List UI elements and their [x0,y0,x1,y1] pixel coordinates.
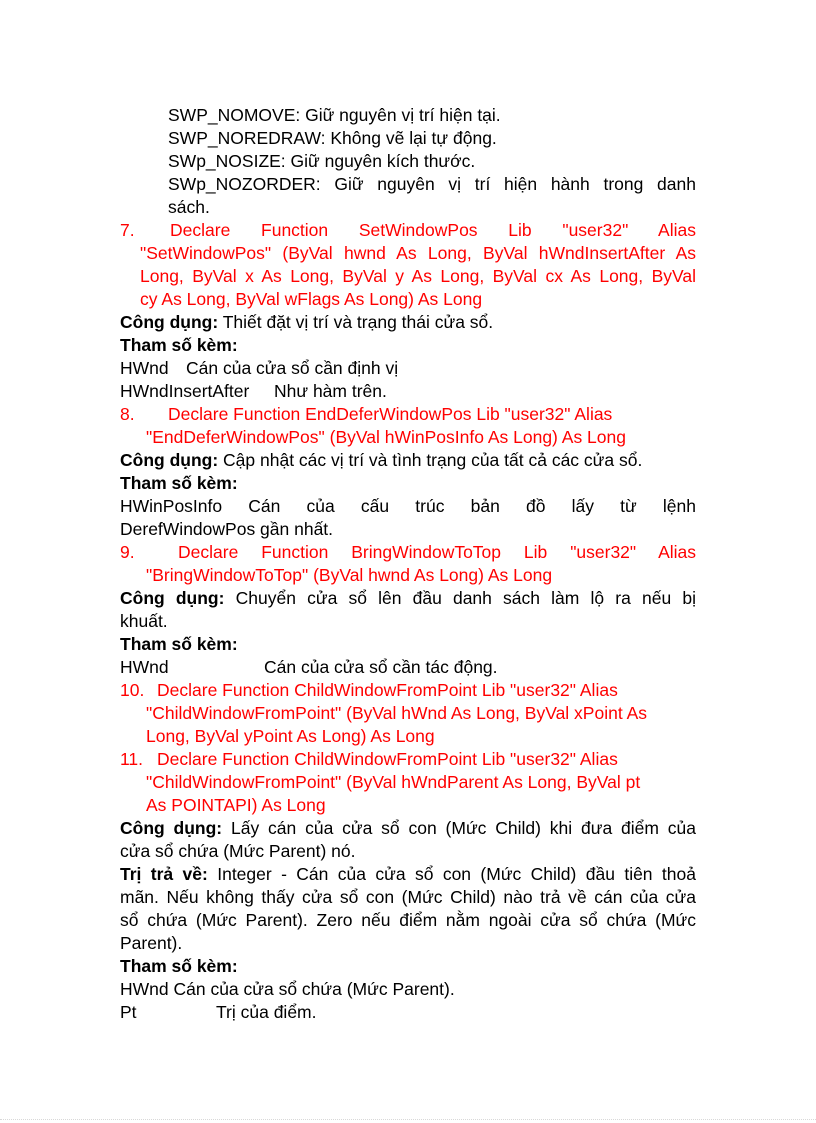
section-11-usage-cont: cửa sổ chứa (Mức Parent) nó. [120,841,356,861]
section-9-param-hwnd-name: HWnd [120,657,169,677]
section-11-param-pt-desc: Trị của điểm. [216,1002,317,1022]
swp-flag-nomove: SWP_NOMOVE: Giữ nguyên vị trí hiện tại. [168,105,501,125]
section-10-declare-line1: Declare Function ChildWindowFromPoint Lib "user32" Alias [157,680,618,700]
usage-label: Công dụng: [120,450,219,470]
section-7-declare-line4: cy As Long, ByVal wFlags As Long) As Long [140,289,483,309]
section-9-usage-cont: khuất. [120,611,168,631]
usage-label: Công dụng: [120,312,219,332]
section-9-param-hwnd-desc: Cán của cửa sổ cần tác động. [264,657,498,677]
section-11-returns-line3: sổ chứa (Mức Parent). Zero nếu điểm nằm ngoài cửa sổ chứa (Mức [120,910,696,930]
swp-flag-noredraw: SWP_NOREDRAW: Không vẽ lại tự động. [168,128,497,148]
usage-label: Công dụng: [120,818,223,838]
section-9-declare-line2: "BringWindowToTop" (ByVal hwnd As Long) As Long [146,565,553,585]
section-8-param-line1: HWinPosInfo Cán của cấu trúc bản đồ lấy từ lệnh [120,496,696,516]
usage-text: Cập nhật các vị trí và tình trạng của tất cả các cửa sổ. [223,450,643,470]
section-8-params-label: Tham số kèm: [120,473,238,493]
section-9-declare-line1: Declare Function BringWindowToTop Lib "user32" Alias [178,542,696,562]
section-7-param-hwnd-name: HWnd [120,358,169,378]
usage-text: Thiết đặt vị trí và trạng thái cửa sổ. [222,312,494,332]
section-11-declare-line2: "ChildWindowFromPoint" (ByVal hWndParent As Long, ByVal pt [146,772,641,792]
section-7-usage [120,311,493,334]
section-11-returns-line2: mãn. Nếu không thấy cửa sổ con (Mức Child) nào trả về cán của cửa [120,887,696,907]
returns-label: Trị trả về: [120,864,208,884]
section-7-param-insertafter-desc: Như hàm trên. [274,381,387,401]
section-11-params-label: Tham số kèm: [120,956,238,976]
section-11-returns-line4: Parent). [120,933,183,953]
returns-text: Integer - Cán của cửa sổ con (Mức Child) đầu tiên thoả [217,864,696,884]
section-9-number: 9. [120,542,135,562]
swp-flag-nosize: SWp_NOSIZE: Giữ nguyên kích thước. [168,151,476,171]
swp-flag-nozorder: SWp_NOZORDER: Giữ nguyên vị trí hiện hành trong danh [168,174,696,194]
section-11-number: 11. [120,749,144,769]
swp-flag-nozorder-cont: sách. [168,197,210,217]
section-11-returns [120,863,696,886]
section-8-declare-line2: "EndDeferWindowPos" (ByVal hWinPosInfo As Long) As Long [146,427,626,447]
section-7-declare-line3: Long, ByVal x As Long, ByVal y As Long, ByVal cx As Long, ByVal [140,266,696,286]
section-9-usage [120,587,696,610]
page-bottom-rule [0,1119,816,1120]
section-11-declare-line3: As POINTAPI) As Long [146,795,326,815]
section-8-usage [120,449,642,472]
section-9-params-label: Tham số kèm: [120,634,238,654]
section-11-usage [120,817,696,840]
section-11-param-pt-name: Pt [120,1002,137,1022]
section-8-declare-line1: Declare Function EndDeferWindowPos Lib "user32" Alias [168,404,613,424]
section-7-number: 7. [120,220,135,240]
section-10-declare-line3: Long, ByVal yPoint As Long) As Long [146,726,435,746]
section-7-declare-line2: "SetWindowPos" (ByVal hwnd As Long, ByVal hWndInsertAfter As [140,243,696,263]
section-8-number: 8. [120,404,135,424]
section-10-declare-line2: "ChildWindowFromPoint" (ByVal hWnd As Long, ByVal xPoint As [146,703,648,723]
usage-label: Công dụng: [120,588,225,608]
section-11-param-hwnd: HWnd Cán của cửa sổ chứa (Mức Parent). [120,979,455,999]
section-11-declare-line1: Declare Function ChildWindowFromPoint Lib "user32" Alias [157,749,618,769]
section-8-param-line2: DerefWindowPos gần nhất. [120,519,334,539]
usage-text: Chuyển cửa sổ lên đầu danh sách làm lộ ra nếu bị [235,588,696,608]
section-10-number: 10. [120,680,145,700]
usage-text: Lấy cán của cửa sổ con (Mức Child) khi đưa điểm của [230,818,696,838]
section-7-param-insertafter-name: HWndInsertAfter [120,381,250,401]
section-7-params-label: Tham số kèm: [120,335,238,355]
section-7-declare-line1: Declare Function SetWindowPos Lib "user32" Alias [170,220,696,240]
section-7-param-hwnd-desc: Cán của cửa sổ cần định vị [186,358,399,378]
